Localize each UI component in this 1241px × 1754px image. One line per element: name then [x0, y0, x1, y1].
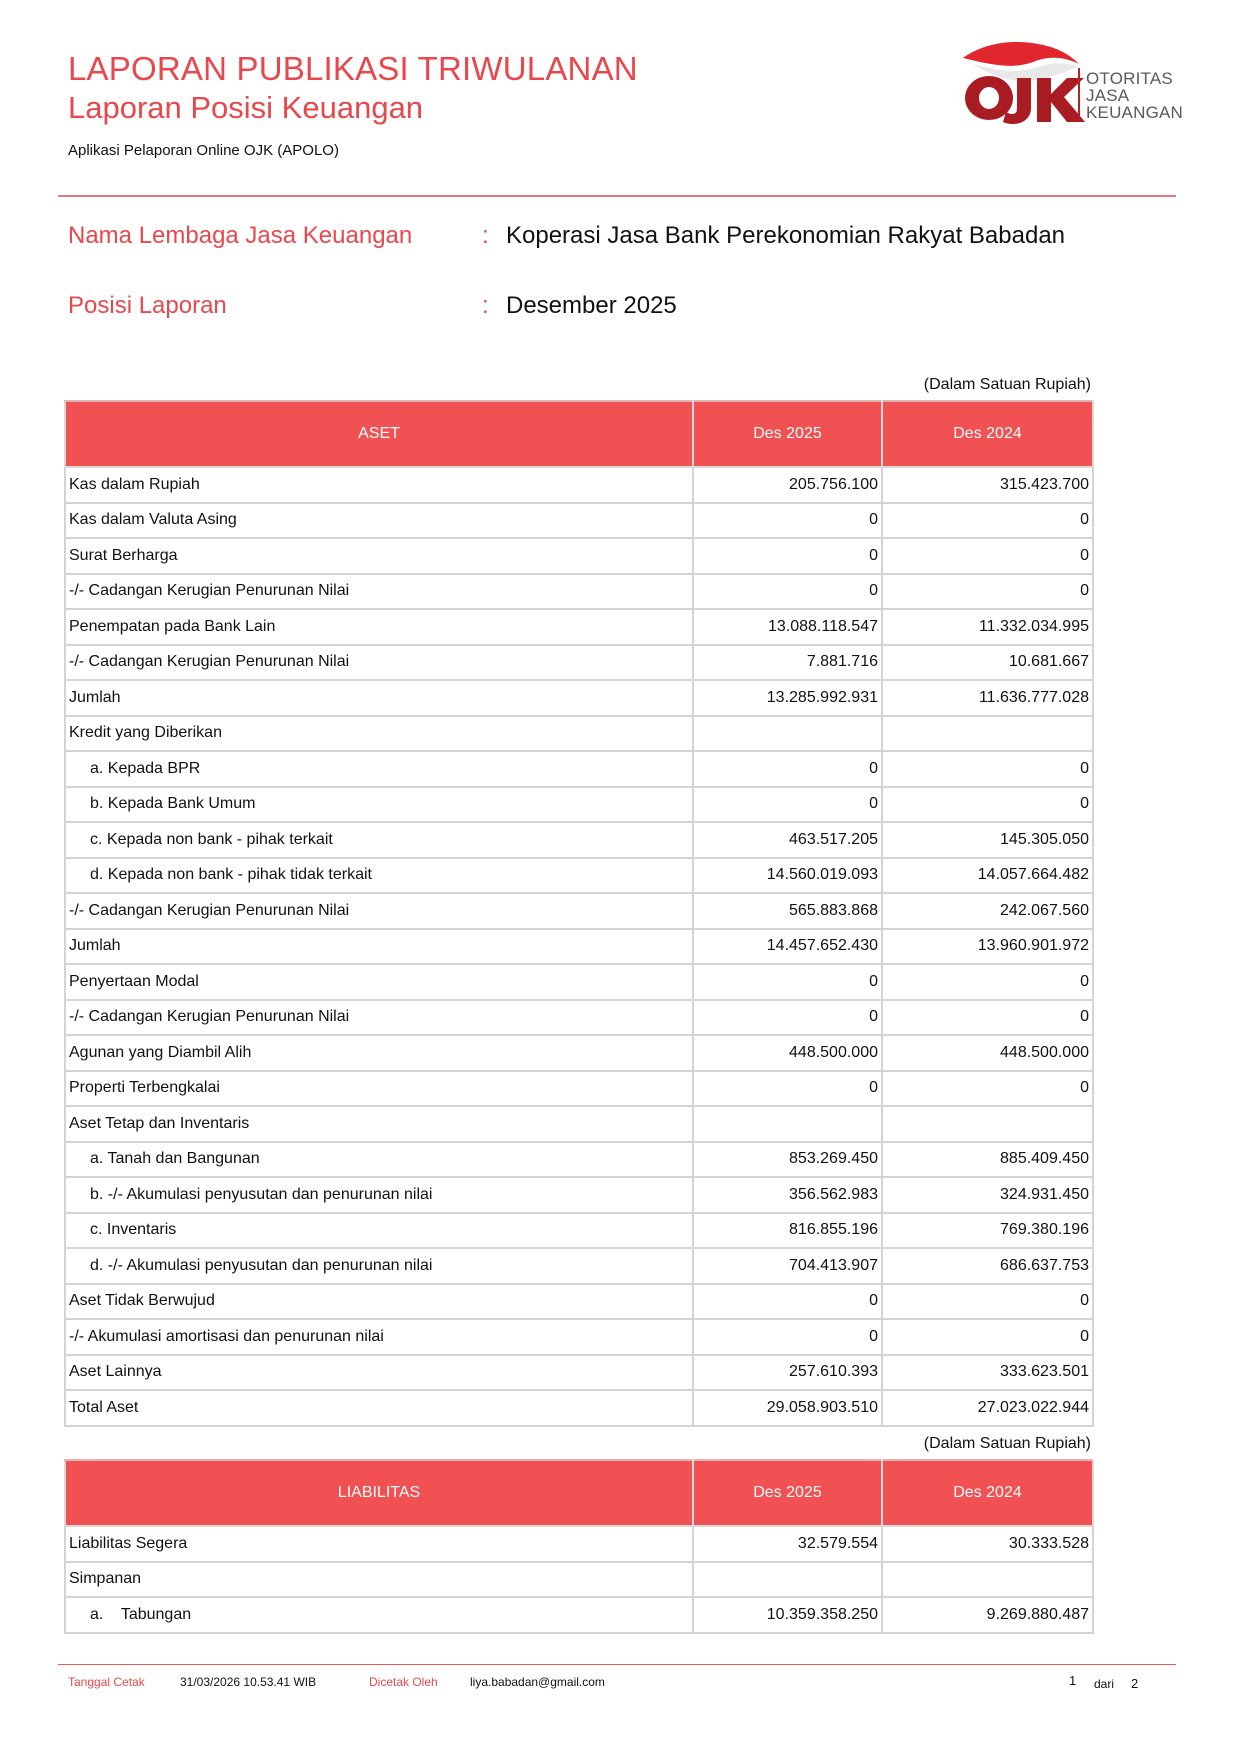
header-divider [58, 195, 1176, 197]
value-des2025: 0 [693, 1071, 882, 1107]
printed-by-value: liya.babadan@gmail.com [470, 1675, 605, 1689]
value-des2025: 29.058.903.510 [693, 1390, 882, 1426]
row-label: Surat Berharga [65, 538, 693, 574]
institution-colon: : [482, 222, 489, 249]
print-date-value: 31/03/2026 10.53.41 WIB [180, 1675, 317, 1689]
value-des2024: 0 [882, 1000, 1093, 1036]
value-des2024: 0 [882, 1319, 1093, 1355]
row-label: b. Kepada Bank Umum [65, 787, 693, 823]
value-des2024: 324.931.450 [882, 1177, 1093, 1213]
aset-col-des2024: Des 2024 [882, 401, 1093, 467]
value-des2024: 30.333.528 [882, 1526, 1093, 1562]
table-row [65, 787, 1093, 823]
value-des2024: 686.637.753 [882, 1248, 1093, 1284]
row-label: Aset Lainnya [65, 1355, 693, 1391]
value-des2025: 13.285.992.931 [693, 680, 882, 716]
table-row [65, 609, 1093, 645]
row-label: c. Inventaris [65, 1213, 693, 1249]
row-label: Kredit yang Diberikan [65, 716, 693, 752]
logo-text-line2: JASA [1086, 86, 1130, 105]
table-row [65, 645, 1093, 681]
table-row [65, 1177, 1093, 1213]
position-label: Posisi Laporan [68, 292, 227, 319]
value-des2025: 7.881.716 [693, 645, 882, 681]
value-des2025: 356.562.983 [693, 1177, 882, 1213]
table-row [65, 1355, 1093, 1391]
row-label: Aset Tetap dan Inventaris [65, 1106, 693, 1142]
table-row [65, 1035, 1093, 1071]
value-des2025: 0 [693, 1000, 882, 1036]
logo-text-line1: OTORITAS [1086, 69, 1173, 88]
page-separator: dari [1094, 1677, 1115, 1691]
value-des2024: 0 [882, 1071, 1093, 1107]
report-subtitle: Laporan Posisi Keuangan [68, 90, 424, 125]
table-row [65, 929, 1093, 965]
value-des2025: 0 [693, 503, 882, 539]
table-row [65, 1562, 1093, 1598]
value-des2024: 333.623.501 [882, 1355, 1093, 1391]
row-label: Total Aset [65, 1390, 693, 1426]
value-des2024: 448.500.000 [882, 1035, 1093, 1071]
row-label: Kas dalam Valuta Asing [65, 503, 693, 539]
value-des2025: 448.500.000 [693, 1035, 882, 1071]
footer-divider [58, 1664, 1176, 1665]
value-des2025: 0 [693, 964, 882, 1000]
position-colon: : [482, 292, 489, 319]
aset-col-header: ASET [65, 401, 693, 467]
table-row [65, 1390, 1093, 1426]
row-label: Penempatan pada Bank Lain [65, 609, 693, 645]
value-des2025: 257.610.393 [693, 1355, 882, 1391]
table-row [65, 858, 1093, 894]
row-label: b. -/- Akumulasi penyusutan dan penurunan nilai [65, 1177, 693, 1213]
value-des2024: 9.269.880.487 [882, 1597, 1093, 1633]
liabilitas-col-des2025: Des 2025 [693, 1460, 882, 1526]
value-des2025 [693, 1106, 882, 1142]
row-label: -/- Cadangan Kerugian Penurunan Nilai [65, 645, 693, 681]
row-label: Jumlah [65, 929, 693, 965]
value-des2025: 32.579.554 [693, 1526, 882, 1562]
row-label: Aset Tidak Berwujud [65, 1284, 693, 1320]
row-label: Properti Terbengkalai [65, 1071, 693, 1107]
value-des2025: 853.269.450 [693, 1142, 882, 1178]
value-des2025: 816.855.196 [693, 1213, 882, 1249]
table-row [65, 893, 1093, 929]
row-label: Simpanan [65, 1562, 693, 1598]
value-des2024: 11.332.034.995 [882, 609, 1093, 645]
page-total: 2 [1131, 1676, 1139, 1691]
liabilitas-col-header: LIABILITAS [65, 1460, 693, 1526]
liabilitas-unit-note: (Dalam Satuan Rupiah) [923, 1435, 1091, 1452]
value-des2024: 10.681.667 [882, 645, 1093, 681]
value-des2025: 565.883.868 [693, 893, 882, 929]
row-label: Penyertaan Modal [65, 964, 693, 1000]
row-label: Jumlah [65, 680, 693, 716]
row-label: d. -/- Akumulasi penyusutan dan penurunan nilai [65, 1248, 693, 1284]
value-des2025: 14.457.652.430 [693, 929, 882, 965]
row-label: -/- Cadangan Kerugian Penurunan Nilai [65, 1000, 693, 1036]
value-des2025: 0 [693, 787, 882, 823]
row-label: d. Kepada non bank - pihak tidak terkait [65, 858, 693, 894]
table-row [65, 1213, 1093, 1249]
value-des2024: 0 [882, 574, 1093, 610]
value-des2025: 704.413.907 [693, 1248, 882, 1284]
value-des2024: 885.409.450 [882, 1142, 1093, 1178]
table-row [65, 1106, 1093, 1142]
value-des2024 [882, 1562, 1093, 1598]
logo-divider [1078, 68, 1080, 122]
aset-header-row [65, 401, 1093, 467]
table-row [65, 1248, 1093, 1284]
value-des2025: 463.517.205 [693, 822, 882, 858]
institution-label: Nama Lembaga Jasa Keuangan [68, 222, 413, 249]
table-row [65, 751, 1093, 787]
value-des2024: 27.023.022.944 [882, 1390, 1093, 1426]
value-des2025 [693, 716, 882, 752]
value-des2025: 0 [693, 751, 882, 787]
aset-col-des2025: Des 2025 [693, 401, 882, 467]
value-des2025: 14.560.019.093 [693, 858, 882, 894]
app-name: Aplikasi Pelaporan Online OJK (APOLO) [68, 142, 339, 159]
value-des2025 [693, 1562, 882, 1598]
table-row [65, 680, 1093, 716]
value-des2024: 315.423.700 [882, 467, 1093, 503]
table-row [65, 1142, 1093, 1178]
row-label: -/- Cadangan Kerugian Penurunan Nilai [65, 893, 693, 929]
table-row [65, 1319, 1093, 1355]
value-des2024: 769.380.196 [882, 1213, 1093, 1249]
value-des2024: 0 [882, 787, 1093, 823]
aset-table [64, 400, 1094, 1427]
table-row [65, 822, 1093, 858]
liabilitas-col-des2024: Des 2024 [882, 1460, 1093, 1526]
table-row [65, 574, 1093, 610]
table-row [65, 964, 1093, 1000]
row-label: Kas dalam Rupiah [65, 467, 693, 503]
value-des2025: 0 [693, 538, 882, 574]
table-row [65, 467, 1093, 503]
table-row [65, 716, 1093, 752]
row-label: -/- Cadangan Kerugian Penurunan Nilai [65, 574, 693, 610]
logo-text [1086, 70, 1183, 121]
row-label: a. Tabungan [65, 1597, 693, 1633]
table-row [65, 1071, 1093, 1107]
value-des2024: 0 [882, 538, 1093, 574]
printed-by-label: Dicetak Oleh [369, 1675, 438, 1689]
table-row [65, 1284, 1093, 1320]
table-row [65, 1000, 1093, 1036]
aset-table-body [65, 467, 1093, 1426]
liabilitas-header-row [65, 1460, 1093, 1526]
table-row [65, 1526, 1093, 1562]
value-des2025: 13.088.118.547 [693, 609, 882, 645]
row-label: a. Kepada BPR [65, 751, 693, 787]
row-label: -/- Akumulasi amortisasi dan penurunan nilai [65, 1319, 693, 1355]
value-des2024: 0 [882, 1284, 1093, 1320]
row-label: Agunan yang Diambil Alih [65, 1035, 693, 1071]
value-des2024: 14.057.664.482 [882, 858, 1093, 894]
value-des2025: 0 [693, 1284, 882, 1320]
table-row [65, 503, 1093, 539]
value-des2024: 0 [882, 503, 1093, 539]
value-des2024: 145.305.050 [882, 822, 1093, 858]
value-des2024: 13.960.901.972 [882, 929, 1093, 965]
aset-unit-note: (Dalam Satuan Rupiah) [923, 376, 1091, 393]
row-label: Liabilitas Segera [65, 1526, 693, 1562]
report-title: LAPORAN PUBLIKASI TRIWULANAN [68, 50, 638, 87]
page-current: 1 [1069, 1673, 1077, 1688]
logo-text-line3: KEUANGAN [1086, 103, 1184, 122]
value-des2025: 10.359.358.250 [693, 1597, 882, 1633]
row-label: c. Kepada non bank - pihak terkait [65, 822, 693, 858]
value-des2024 [882, 716, 1093, 752]
print-date-label: Tanggal Cetak [68, 1675, 145, 1689]
value-des2025: 0 [693, 1319, 882, 1355]
value-des2024 [882, 1106, 1093, 1142]
value-des2024: 11.636.777.028 [882, 680, 1093, 716]
value-des2024: 242.067.560 [882, 893, 1093, 929]
value-des2025: 205.756.100 [693, 467, 882, 503]
value-des2024: 0 [882, 751, 1093, 787]
liabilitas-table-body [65, 1526, 1093, 1633]
value-des2025: 0 [693, 574, 882, 610]
table-row [65, 1597, 1093, 1633]
row-label: a. Tanah dan Bangunan [65, 1142, 693, 1178]
table-row [65, 538, 1093, 574]
liabilitas-table [64, 1459, 1094, 1634]
value-des2024: 0 [882, 964, 1093, 1000]
institution-value: Koperasi Jasa Bank Perekonomian Rakyat Babadan [506, 222, 1066, 249]
position-value: Desember 2025 [506, 292, 677, 319]
